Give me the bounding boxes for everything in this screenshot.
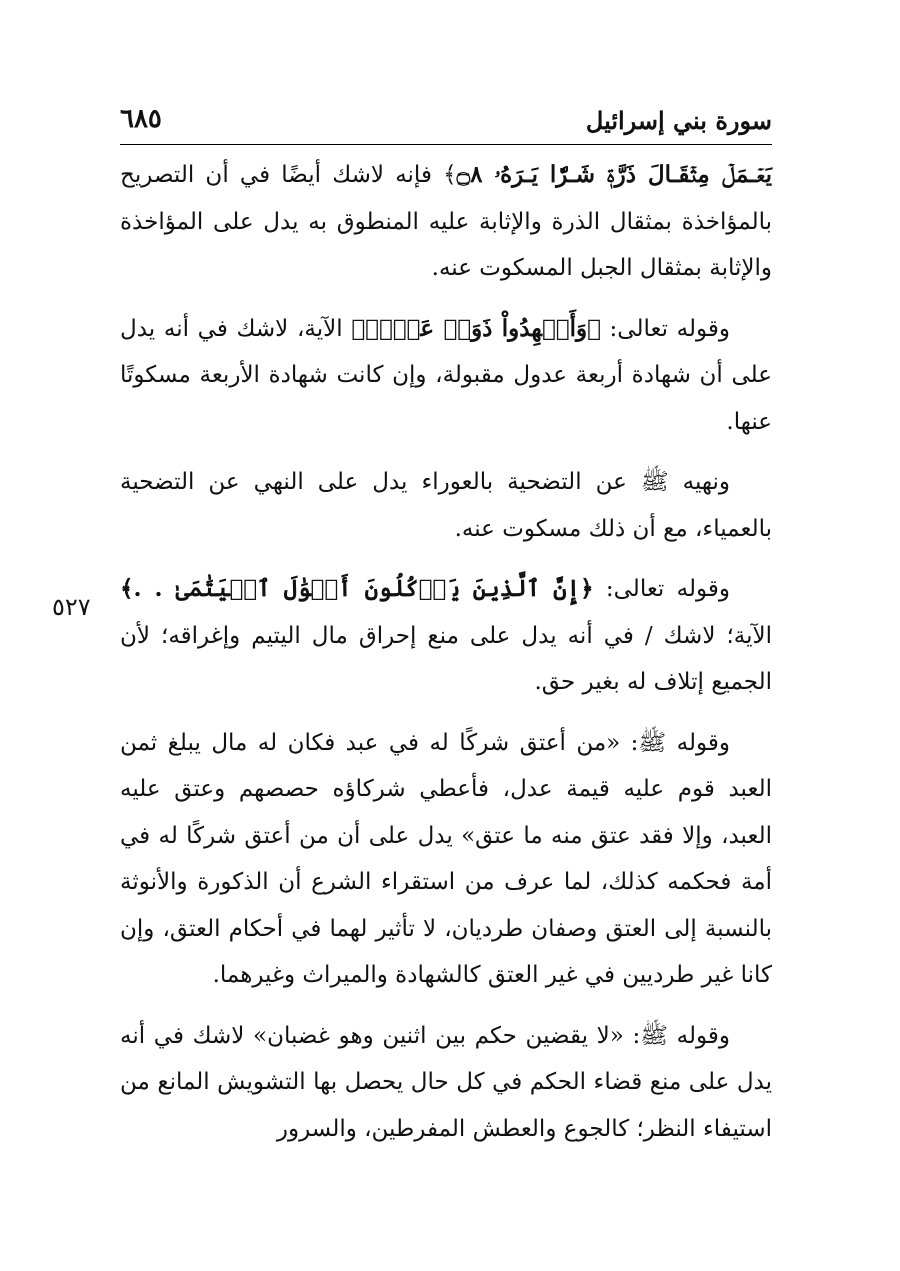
- quran-verse: ﴿وَأَشۡهِدُواْ ذَوَيۡ عَدۡلٖ﴾: [351, 314, 601, 342]
- paragraph-text: الآية؛ لاشك / في أنه يدل على منع إحراق مال اليتيم وإغراقه؛ لأن الجميع إتلاف له بغير حق.: [120, 622, 772, 695]
- paragraph-text: وقوله تعالى:: [593, 576, 730, 602]
- paragraph: [120, 566, 772, 706]
- page-header: [120, 100, 772, 144]
- quran-verse: يَعۡـمَلۡ مِثۡقَـالَ ذَرَّةٖ شَـرّٗا يَـرَهُۥ ۝٨: [456, 161, 773, 188]
- running-title: سورة بني إسرائيل: [585, 106, 772, 135]
- paragraph-text: ﴾ فإنه لاشك أيضًا في أن التصريح بالمؤاخذة بمثقال الذرة والإثابة عليه المنطوق به يدل على المؤاخذة والإثابة بمثقال الجبل المسكوت عنه.: [120, 162, 772, 281]
- paragraph-text: وقوله ﷺ: «من أعتق شركًا له في عبد فكان له مال يبلغ ثمن العبد قوم عليه قيمة عدل، فأعطي شركاؤه حصصهم وعتق عليه العبد، وإلا فقد عتق منه ما عتق» يدل على أن من أعتق شركًا له في أمة فحكمه كذلك، لما عرف من استقراء الشرع أن الذكورة والأنوثة بالنسبة إلى العتق وصفان طرديان، لا تأثير لهما في أحكام العتق، وإن كانا غير طرديين في غير العتق كالشهادة والميراث وغيرهما.: [120, 729, 772, 988]
- paragraph-text: الآية، لاشك في أنه يدل على أن شهادة أربعة عدول مقبولة، وإن كانت شهادة الأربعة مسكوتًا عنها.: [120, 315, 772, 435]
- paragraph: [120, 1013, 772, 1153]
- header-rule: [120, 144, 772, 145]
- body-text: [120, 152, 772, 1166]
- paragraph-text: ونهيه ﷺ عن التضحية بالعوراء يدل على النهي عن التضحية بالعمياء، مع أن ذلك مسكوت عنه.: [120, 469, 772, 542]
- paragraph-text: وقوله ﷺ: «لا يقضين حكم بين اثنين وهو غضبان» لاشك في أنه يدل على منع قضاء الحكم في كل حال يحصل بها التشويش المانع من استيفاء النظر؛ كالجوع والعطش المفرطين، والسرور: [120, 1022, 772, 1142]
- paragraph: [120, 459, 772, 552]
- quran-verse: ﴿إِنَّ ٱلَّذِينَ يَأۡكُلُونَ أَمۡوَٰلَ ٱلۡيَتَٰمَىٰ . .﴾: [120, 575, 594, 602]
- paragraph-text: وقوله تعالى:: [600, 315, 730, 342]
- page-number: ٦٨٥: [120, 104, 162, 134]
- paragraph: [120, 720, 772, 999]
- paragraph: [120, 306, 772, 446]
- paragraph: [120, 152, 772, 292]
- margin-page-reference: ٥٢٧: [52, 593, 91, 621]
